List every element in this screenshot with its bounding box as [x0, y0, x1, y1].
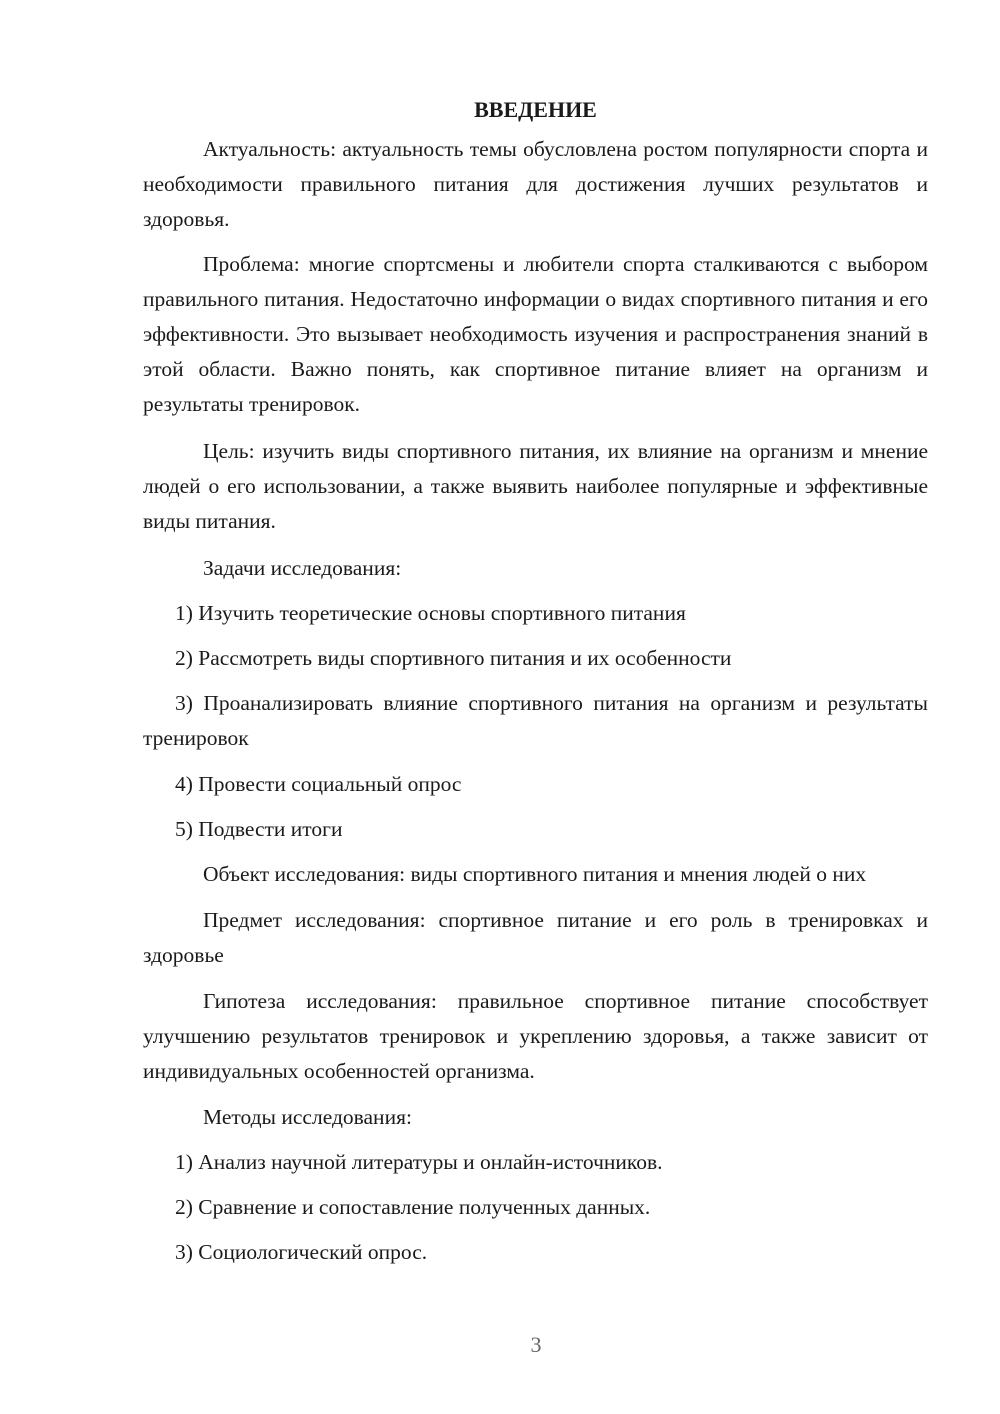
methods-heading: Методы исследования:	[203, 1105, 412, 1129]
task-item: 4) Провести социальный опрос	[175, 772, 462, 796]
page-number: 3	[530, 1332, 542, 1357]
paragraph-goal: Цель: изучить виды спортивного питания, их влияние на организм и мнение людей о его использовании, а также выявить наиболее популярные и эффективные виды питания.	[143, 439, 928, 533]
paragraph-relevance: Актуальность: актуальность темы обусловлена ростом популярности спорта и необходимости правильного питания для достижения лучших результатов и здоровья.	[143, 137, 928, 231]
paragraph-object: Объект исследования: виды спортивного питания и мнения людей о них	[203, 862, 867, 886]
paragraph-subject: Предмет исследования: спортивное питание и его роль в тренировках и здоровье	[143, 908, 928, 967]
method-item: 2) Сравнение и сопоставление полученных данных.	[175, 1195, 651, 1219]
method-item: 1) Анализ научной литературы и онлайн-источников.	[175, 1150, 663, 1174]
paragraph-problem: Проблема: многие спортсмены и любители спорта сталкиваются с выбором правильного питания. Недостаточно информации о видах спортивного питания и его эффективности. Это вызывает необходимость изучения и распространения знаний в этой области. Важно понять, как спортивное питание влияет на организм и результаты тренировок.	[143, 252, 928, 416]
tasks-heading: Задачи исследования:	[203, 556, 402, 580]
task-item: 2) Рассмотреть виды спортивного питания и их особенности	[175, 646, 732, 670]
paragraph-hypothesis: Гипотеза исследования: правильное спортивное питание способствует улучшению результатов тренировок и укреплению здоровья, а также зависит от индивидуальных особенностей организма.	[143, 989, 928, 1083]
task-item: 3) Проанализировать влияние спортивного питания на организм и результаты тренировок	[143, 691, 928, 750]
method-item: 3) Социологический опрос.	[175, 1240, 428, 1264]
task-item: 5) Подвести итоги	[175, 817, 343, 841]
document-page	[143, 96, 928, 1270]
task-item: 1) Изучить теоретические основы спортивного питания	[175, 601, 686, 625]
page-title: ВВЕДЕНИЕ	[474, 97, 597, 122]
